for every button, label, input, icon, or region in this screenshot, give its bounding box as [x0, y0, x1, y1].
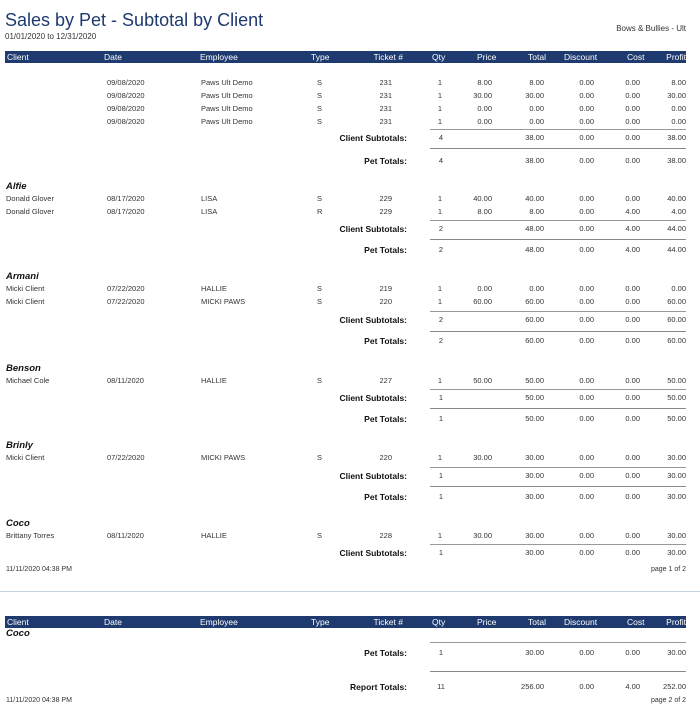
- pet-total-cost: 0.00: [625, 492, 640, 501]
- page-number: page 2 of 2: [650, 697, 686, 704]
- cell-discount: 0.00: [579, 207, 594, 216]
- cell-client: Donald Glover: [6, 207, 54, 216]
- pet-total-discount: 0.00: [579, 492, 594, 501]
- cell-qty: 1: [437, 284, 443, 293]
- cell-employee: LISA: [201, 194, 218, 203]
- table-row: [0, 206, 700, 218]
- client-subtotal: [0, 313, 700, 327]
- pet-total-qty: 2: [438, 336, 444, 345]
- cell-profit: 30.00: [667, 91, 686, 100]
- pet-total-discount: 0.00: [579, 414, 594, 423]
- cell-client: Micki Client: [6, 297, 45, 306]
- pet-total-profit: 30.00: [667, 648, 686, 657]
- table-row: [0, 103, 700, 115]
- client-subtotal: [0, 131, 700, 145]
- cell-type: S: [317, 104, 323, 113]
- cell-cost: 0.00: [625, 78, 640, 87]
- client-subtotal: [0, 546, 700, 560]
- client-subtotal-profit: 50.00: [667, 393, 686, 402]
- cell-date: 07/22/2020: [107, 297, 145, 306]
- pet-total-cost: 0.00: [625, 414, 640, 423]
- pet-total-discount: 0.00: [579, 336, 594, 345]
- cell-price: 30.00: [473, 91, 492, 100]
- pet-total-label: Pet Totals:: [364, 156, 407, 166]
- column-header-price: Price: [477, 617, 497, 627]
- column-header-cost: Cost: [627, 52, 645, 62]
- client-subtotal-qty: 1: [438, 548, 444, 557]
- cell-date: 09/08/2020: [107, 104, 145, 113]
- client-subtotal-discount: 0.00: [579, 548, 594, 557]
- table-row: [0, 77, 700, 89]
- subtotal-rule-bottom: [430, 486, 686, 487]
- pet-name: Coco: [6, 518, 30, 529]
- column-header-discount: Discount: [564, 617, 598, 627]
- cell-ticket: 231: [379, 91, 392, 100]
- cell-type: S: [317, 117, 323, 126]
- column-header-type: Type: [311, 52, 330, 62]
- cell-qty: 1: [437, 376, 443, 385]
- pet-total-total: 50.00: [525, 414, 544, 423]
- pet-total-discount: 0.00: [579, 245, 594, 254]
- pet-total-label: Pet Totals:: [364, 336, 407, 346]
- client-subtotal-profit: 38.00: [667, 133, 686, 142]
- cell-discount: 0.00: [579, 284, 594, 293]
- client-subtotal-total: 38.00: [525, 133, 544, 142]
- cell-discount: 0.00: [579, 376, 594, 385]
- pet-name: Coco: [6, 628, 30, 639]
- client-subtotal-qty: 2: [438, 315, 444, 324]
- date-range: 01/01/2020 to 12/31/2020: [5, 32, 97, 41]
- cell-total: 0.00: [529, 104, 544, 113]
- client-subtotal-discount: 0.00: [579, 133, 594, 142]
- cell-date: 08/11/2020: [107, 376, 144, 385]
- cell-discount: 0.00: [579, 91, 594, 100]
- client-subtotal: [0, 469, 700, 483]
- subtotal-rule-bottom: [430, 148, 686, 149]
- client-subtotal-label: Client Subtotals:: [339, 548, 407, 558]
- cell-cost: 0.00: [625, 376, 640, 385]
- cell-date: 07/22/2020: [107, 284, 145, 293]
- table-row: [0, 283, 700, 295]
- cell-qty: 1: [437, 117, 443, 126]
- cell-date: 08/17/2020: [107, 207, 145, 216]
- pet-name: Brinly: [6, 440, 33, 451]
- cell-ticket: 231: [379, 117, 392, 126]
- cell-discount: 0.00: [579, 297, 594, 306]
- client-subtotal-qty: 1: [438, 471, 444, 480]
- cell-date: 07/22/2020: [107, 453, 145, 462]
- client-subtotal-cost: 0.00: [625, 471, 640, 480]
- cell-ticket: 231: [379, 104, 392, 113]
- client-subtotal-discount: 0.00: [579, 224, 594, 233]
- client-subtotal-cost: 0.00: [625, 393, 640, 402]
- client-subtotal-profit: 30.00: [667, 548, 686, 557]
- cell-cost: 0.00: [625, 91, 640, 100]
- cell-profit: 0.00: [671, 284, 686, 293]
- cell-type: R: [317, 207, 323, 216]
- cell-cost: 4.00: [625, 207, 640, 216]
- cell-total: 40.00: [525, 194, 544, 203]
- cell-price: 30.00: [473, 453, 492, 462]
- client-subtotal-total: 50.00: [525, 393, 544, 402]
- subtotal-rule-top: [430, 389, 686, 390]
- cell-ticket: 227: [379, 376, 392, 385]
- client-subtotal-label: Client Subtotals:: [339, 133, 407, 143]
- cell-total: 8.00: [529, 207, 544, 216]
- pet-total-discount: 0.00: [579, 648, 594, 657]
- pet-total-qty: 1: [438, 492, 444, 501]
- column-header-qty: Qty: [432, 617, 446, 627]
- client-subtotal-cost: 0.00: [625, 548, 640, 557]
- cell-date: 08/17/2020: [107, 194, 145, 203]
- cell-employee: Paws Ult Demo: [201, 117, 253, 126]
- cell-employee: HALLIE: [201, 531, 227, 540]
- client-subtotal-label: Client Subtotals:: [339, 315, 407, 325]
- column-header-profit: Profit: [666, 617, 686, 627]
- cell-price: 30.00: [473, 531, 492, 540]
- report-rule: [430, 671, 686, 672]
- cell-price: 8.00: [477, 207, 492, 216]
- cell-total: 60.00: [525, 297, 544, 306]
- cell-ticket: 220: [379, 453, 392, 462]
- cell-profit: 4.00: [671, 207, 686, 216]
- column-header-bar-page1: [5, 51, 686, 63]
- client-subtotal-label: Client Subtotals:: [339, 471, 407, 481]
- cell-client: Micki Client: [6, 453, 45, 462]
- pet-total-total: 30.00: [525, 492, 544, 501]
- page-timestamp: 11/11/2020 04:38 PM: [6, 697, 72, 704]
- cell-type: S: [317, 297, 323, 306]
- column-header-profit: Profit: [666, 52, 686, 62]
- pet-total: [0, 490, 700, 504]
- cell-type: S: [317, 531, 323, 540]
- cell-employee: HALLIE: [201, 376, 227, 385]
- column-header-date: Date: [104, 52, 122, 62]
- pet-total: [0, 646, 700, 660]
- page-timestamp: 11/11/2020 04:38 PM: [6, 566, 72, 573]
- cell-total: 0.00: [529, 117, 544, 126]
- client-subtotal-profit: 30.00: [667, 471, 686, 480]
- column-header-qty: Qty: [432, 52, 446, 62]
- pet-total-qty: 1: [438, 414, 444, 423]
- pet-total-total: 48.00: [525, 245, 544, 254]
- company-name: Bows & Bullies - Ult: [616, 24, 686, 33]
- pet-total-profit: 60.00: [667, 336, 686, 345]
- pet-name: Armani: [6, 271, 39, 282]
- pet-total-cost: 4.00: [625, 245, 640, 254]
- cell-qty: 1: [437, 91, 443, 100]
- pet-total: [0, 412, 700, 426]
- cell-profit: 30.00: [667, 531, 686, 540]
- cell-date: 09/08/2020: [107, 78, 145, 87]
- column-header-ticket: Ticket #: [373, 52, 403, 62]
- client-subtotal-discount: 0.00: [579, 393, 594, 402]
- cell-discount: 0.00: [579, 104, 594, 113]
- pet-total-total: 60.00: [525, 336, 544, 345]
- pet-total-qty: 1: [438, 648, 444, 657]
- client-subtotal-qty: 4: [438, 133, 444, 142]
- client-subtotal-profit: 60.00: [667, 315, 686, 324]
- column-header-bar-page2: [5, 616, 686, 628]
- column-header-type: Type: [311, 617, 330, 627]
- cell-qty: 1: [437, 531, 443, 540]
- subtotal-rule-top: [430, 129, 686, 130]
- pet-total-profit: 44.00: [667, 245, 686, 254]
- column-header-employee: Employee: [200, 617, 238, 627]
- cell-client: Brittany Torres: [6, 531, 55, 540]
- table-row: [0, 375, 700, 387]
- report-total-profit: 252.00: [663, 682, 686, 691]
- pet-total-cost: 0.00: [625, 156, 640, 165]
- subtotal-rule-top: [430, 311, 686, 312]
- pet-total-label: Pet Totals:: [364, 648, 407, 658]
- subtotal-rule-top: [430, 220, 686, 221]
- cell-ticket: 231: [379, 78, 392, 87]
- cell-profit: 8.00: [671, 78, 686, 87]
- client-subtotal-cost: 0.00: [625, 133, 640, 142]
- cell-profit: 40.00: [667, 194, 686, 203]
- cell-discount: 0.00: [579, 78, 594, 87]
- table-row: [0, 296, 700, 308]
- cell-employee: Paws Ult Demo: [201, 78, 253, 87]
- cell-total: 30.00: [525, 91, 544, 100]
- table-row: [0, 452, 700, 464]
- pet-total-profit: 50.00: [667, 414, 686, 423]
- pet-total-qty: 4: [438, 156, 444, 165]
- pet-total-discount: 0.00: [579, 156, 594, 165]
- report-total-cost: 4.00: [625, 682, 640, 691]
- client-subtotal-total: 30.00: [525, 471, 544, 480]
- cell-employee: MICKI PAWS: [201, 297, 246, 306]
- cell-type: S: [317, 194, 323, 203]
- client-subtotal-total: 30.00: [525, 548, 544, 557]
- table-row: [0, 193, 700, 205]
- client-subtotal-discount: 0.00: [579, 471, 594, 480]
- cell-ticket: 220: [379, 297, 392, 306]
- subtotal-rule-top: [430, 467, 686, 468]
- cell-cost: 0.00: [625, 194, 640, 203]
- cell-cost: 0.00: [625, 531, 640, 540]
- cell-client: Micki Client: [6, 284, 45, 293]
- client-subtotal-label: Client Subtotals:: [339, 224, 407, 234]
- cell-type: S: [317, 91, 323, 100]
- cell-price: 60.00: [473, 297, 492, 306]
- cell-date: 08/11/2020: [107, 531, 144, 540]
- cell-cost: 0.00: [625, 284, 640, 293]
- cell-qty: 1: [437, 104, 443, 113]
- cell-ticket: 228: [379, 531, 392, 540]
- cell-client: Michael Cole: [6, 376, 50, 385]
- pet-total-qty: 2: [438, 245, 444, 254]
- client-subtotal-profit: 44.00: [667, 224, 686, 233]
- subtotal-rule-bottom: [430, 408, 686, 409]
- pet-total-label: Pet Totals:: [364, 492, 407, 502]
- client-subtotal: [0, 222, 700, 236]
- cell-ticket: 219: [379, 284, 392, 293]
- cell-price: 0.00: [477, 104, 492, 113]
- report-total-qty: 11: [437, 682, 445, 691]
- pet-total-cost: 0.00: [625, 336, 640, 345]
- cell-price: 50.00: [473, 376, 492, 385]
- client-subtotal-label: Client Subtotals:: [339, 393, 407, 403]
- column-header-client: Client: [7, 617, 29, 627]
- table-row: [0, 116, 700, 128]
- cell-total: 30.00: [525, 453, 544, 462]
- cell-qty: 1: [437, 78, 443, 87]
- column-header-date: Date: [104, 617, 122, 627]
- pet-total-total: 38.00: [525, 156, 544, 165]
- cell-cost: 0.00: [625, 453, 640, 462]
- pet-name: Benson: [6, 363, 41, 374]
- cell-ticket: 229: [379, 207, 392, 216]
- client-subtotal-qty: 2: [438, 224, 444, 233]
- cell-profit: 0.00: [671, 104, 686, 113]
- table-row: [0, 530, 700, 542]
- cell-type: S: [317, 78, 323, 87]
- cell-discount: 0.00: [579, 117, 594, 126]
- cell-type: S: [317, 453, 323, 462]
- cell-employee: MICKI PAWS: [201, 453, 246, 462]
- column-header-employee: Employee: [200, 52, 238, 62]
- column-header-ticket: Ticket #: [373, 617, 403, 627]
- subtotal-rule-top: [430, 642, 686, 643]
- cell-profit: 30.00: [667, 453, 686, 462]
- cell-type: S: [317, 376, 323, 385]
- cell-price: 0.00: [477, 117, 492, 126]
- cell-ticket: 229: [379, 194, 392, 203]
- client-subtotal-cost: 4.00: [625, 224, 640, 233]
- cell-profit: 50.00: [667, 376, 686, 385]
- column-header-total: Total: [528, 617, 546, 627]
- cell-total: 30.00: [525, 531, 544, 540]
- client-subtotal: [0, 391, 700, 405]
- cell-employee: Paws Ult Demo: [201, 91, 253, 100]
- client-subtotal-qty: 1: [438, 393, 444, 402]
- cell-total: 0.00: [529, 284, 544, 293]
- cell-qty: 1: [437, 207, 443, 216]
- column-header-client: Client: [7, 52, 29, 62]
- page-number: page 1 of 2: [650, 566, 686, 573]
- pet-total-label: Pet Totals:: [364, 414, 407, 424]
- pet-total-cost: 0.00: [625, 648, 640, 657]
- cell-profit: 0.00: [671, 117, 686, 126]
- cell-qty: 1: [437, 453, 443, 462]
- cell-price: 40.00: [473, 194, 492, 203]
- cell-cost: 0.00: [625, 117, 640, 126]
- report-total-total: 256.00: [521, 682, 544, 691]
- pet-total-profit: 30.00: [667, 492, 686, 501]
- page-separator: [0, 591, 700, 592]
- cell-discount: 0.00: [579, 531, 594, 540]
- column-header-total: Total: [528, 52, 546, 62]
- cell-type: S: [317, 284, 323, 293]
- cell-price: 8.00: [477, 78, 492, 87]
- cell-qty: 1: [437, 297, 443, 306]
- cell-employee: HALLIE: [201, 284, 227, 293]
- column-header-cost: Cost: [627, 617, 645, 627]
- cell-employee: LISA: [201, 207, 218, 216]
- cell-total: 8.00: [529, 78, 544, 87]
- client-subtotal-discount: 0.00: [579, 315, 594, 324]
- pet-total-label: Pet Totals:: [364, 245, 407, 255]
- cell-qty: 1: [437, 194, 443, 203]
- pet-total: [0, 243, 700, 257]
- cell-profit: 60.00: [667, 297, 686, 306]
- client-subtotal-cost: 0.00: [625, 315, 640, 324]
- pet-total: [0, 334, 700, 348]
- cell-discount: 0.00: [579, 194, 594, 203]
- column-header-discount: Discount: [564, 52, 598, 62]
- cell-cost: 0.00: [625, 297, 640, 306]
- cell-employee: Paws Ult Demo: [201, 104, 253, 113]
- client-subtotal-total: 48.00: [525, 224, 544, 233]
- cell-date: 09/08/2020: [107, 117, 145, 126]
- cell-client: Donald Glover: [6, 194, 54, 203]
- report-total: [0, 680, 700, 694]
- pet-total: [0, 154, 700, 168]
- report-total-label: Report Totals:: [350, 682, 407, 692]
- client-subtotal-total: 60.00: [525, 315, 544, 324]
- subtotal-rule-bottom: [430, 331, 686, 332]
- pet-total-total: 30.00: [525, 648, 544, 657]
- subtotal-rule-top: [430, 544, 686, 545]
- cell-date: 09/08/2020: [107, 91, 145, 100]
- table-row: [0, 90, 700, 102]
- subtotal-rule-bottom: [430, 239, 686, 240]
- cell-cost: 0.00: [625, 104, 640, 113]
- pet-name: Alfie: [6, 181, 27, 192]
- column-header-price: Price: [477, 52, 497, 62]
- report-title: Sales by Pet - Subtotal by Client: [5, 10, 264, 30]
- pet-total-profit: 38.00: [667, 156, 686, 165]
- cell-total: 50.00: [525, 376, 544, 385]
- cell-price: 0.00: [477, 284, 492, 293]
- report-total-discount: 0.00: [579, 682, 594, 691]
- cell-discount: 0.00: [579, 453, 594, 462]
